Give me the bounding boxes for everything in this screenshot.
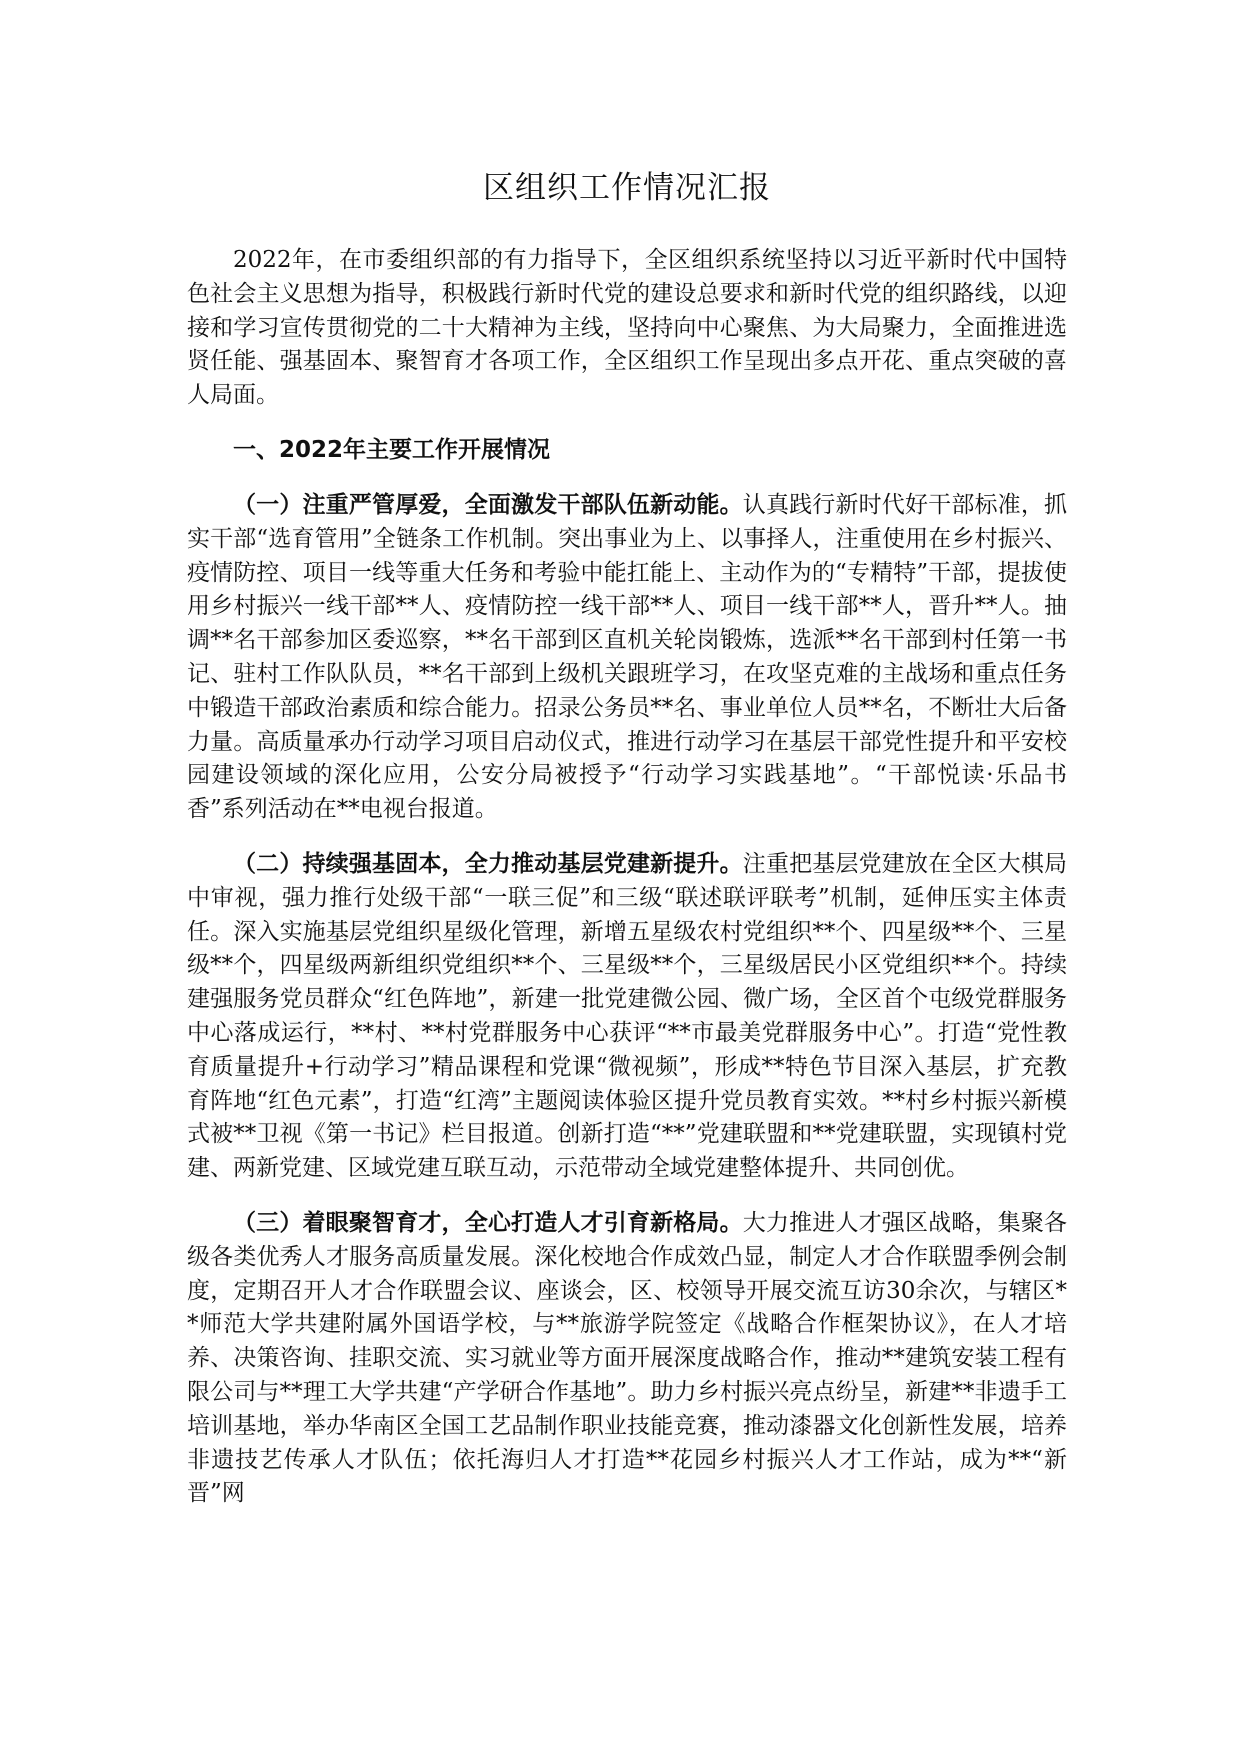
- item-body-1: 认真践行新时代好干部标准，抓实干部“选育管用”全链条工作机制。突出事业为上、以事择人，注重使用在乡村振兴、疫情防控、项目一线等重大任务和考验中能扛能上、主动作为的“专精特”干部，提拔使用乡村振兴一线干部**人、疫情防控一线干部**人、项目一线干部**人，晋升**人。抽调**名干部参加区委巡察，**名干部到区直机关轮岗锻炼，选派**名干部到村任第一书记、驻村工作队队员，**名干部到上级机关跟班学习，在攻坚克难的主战场和重点任务中锻造干部政治素质和综合能力。招录公务员**名、事业单位人员**名，不断壮大后备力量。高质量承办行动学习项目启动仪式，推进行动学习在基层干部党性提升和平安校园建设领域的深化应用，公安分局被授予“行动学习实践基地”。“干部悦读·乐品书香”系列活动在**电视台报道。: [187, 491, 1068, 823]
- item-paragraph-2: [187, 847, 1067, 1186]
- item-lead-1: （一）注重严管厚爱，全面激发干部队伍新动能。: [233, 490, 743, 518]
- item-lead-3: （三）着眼聚智育才，全心打造人才引育新格局。: [233, 1208, 743, 1236]
- item-body-3: 大力推进人才强区战略，集聚各级各类优秀人才服务高质量发展。深化校地合作成效凸显，制定人才合作联盟季例会制度，定期召开人才合作联盟会议、座谈会，区、校领导开展交流互访30余次，与辖区**师范大学共建附属外国语学校，与**旅游学院签定《战略合作框架协议》，在人才培养、决策咨询、挂职交流、实习就业等方面开展深度战略合作，推动**建筑安装工程有限公司与**理工大学共建“产学研合作基地”。助力乡村振兴亮点纷呈，新建**非遗手工培训基地，举办华南区全国工艺品制作职业技能竞赛，推动漆器文化创新性发展，培养非遗技艺传承人才队伍；依托海归人才打造**花园乡村振兴人才工作站，成为**“新晋”网: [187, 1209, 1068, 1507]
- document-title: 区组织工作情况汇报: [483, 170, 771, 206]
- section-heading: 一、2022年主要工作开展情况: [233, 436, 551, 463]
- item-paragraph-3: [187, 1206, 1067, 1511]
- intro-paragraph: 2022年，在市委组织部的有力指导下，全区组织系统坚持以习近平新时代中国特色社会主义思想为指导，积极践行新时代党的建设总要求和新时代党的组织路线，以迎接和学习宣传贯彻党的二十大精神为主线，坚持向中心聚焦、为大局聚力，全面推进选贤任能、强基固本、聚智育才各项工作，全区组织工作呈现出多点开花、重点突破的喜人局面。: [187, 247, 1067, 409]
- item-body-2: 注重把基层党建放在全区大棋局中审视，强力推行处级干部“一联三促”和三级“联述联评联考”机制，延伸压实主体责任。深入实施基层党组织星级化管理，新增五星级农村党组织**个、四星级**个、三星级**个，四星级两新组织党组织**个、三星级**个，三星级居民小区党组织**个。持续建强服务党员群众“红色阵地”，新建一批党建微公园、微广场，全区首个屯级党群服务中心落成运行，**村、**村党群服务中心获评“**市最美党群服务中心”。打造“党性教育质量提升+行动学习”精品课程和党课“微视频”，形成**特色节目深入基层，扩充教育阵地“红色元素”，打造“红湾”主题阅读体验区提升党员教育实效。**村乡村振兴新模式被**卫视《第一书记》栏目报道。创新打造“**”党建联盟和**党建联盟，实现镇村党建、两新党建、区域党建互联互动，示范带动全域党建整体提升、共同创优。: [187, 850, 1068, 1182]
- document-page: [187, 168, 1067, 1531]
- item-paragraph-1: [187, 488, 1067, 827]
- item-lead-2: （二）持续强基固本，全力推动基层党建新提升。: [233, 849, 743, 877]
